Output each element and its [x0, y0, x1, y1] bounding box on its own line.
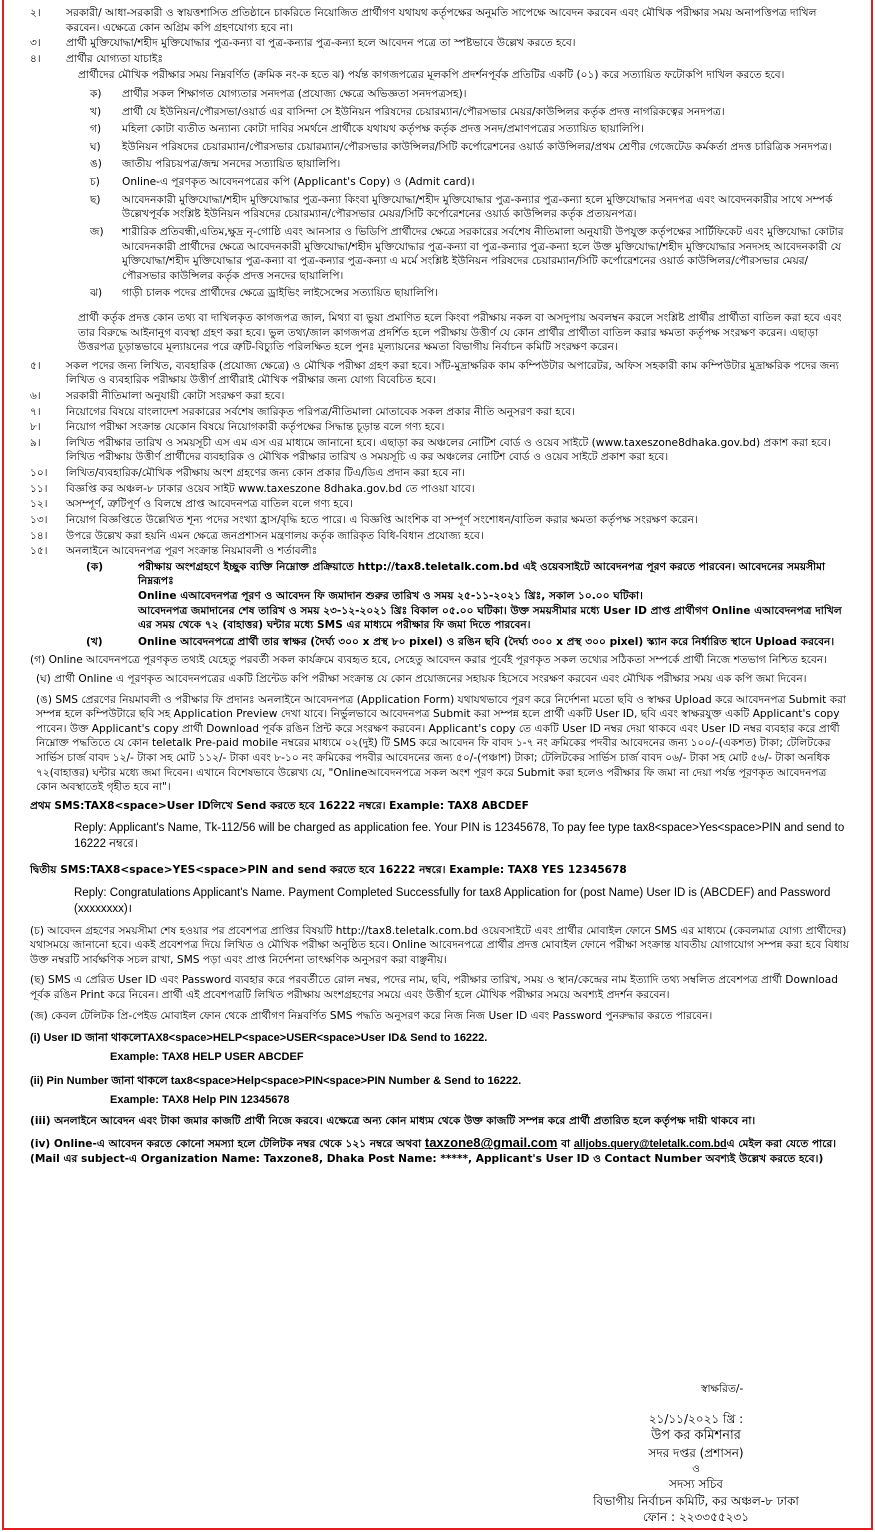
item-text: নিয়োগের বিষয়ে বাংলাদেশ সরকারের সর্বশেষ জারিকৃত পরিপত্র/নীতিমালা মোতাবেক সকল প্রকার নীতি অনুসরণ করা হবে।: [66, 405, 575, 418]
item-number: ৮।: [30, 421, 41, 434]
item-number: ১২।: [30, 498, 48, 511]
doc-text: জাতীয় পরিচয়পত্র/জন্ম সনদের সত্যায়িত ছায়ালিপি।: [122, 158, 341, 171]
item-text: লিখিত পরীক্ষার তারিখ ও সময়সূচী এস এম এস এর মাধ্যমে জানানো হবে। এছাড়া কর অঞ্চলের নোটিশ বোর্ড ও ওয়েব সাইটে (www.taxeszone8dhaka.gov.bd) প্রকাশ করা হবে। লিখিত পরীক্ষায় উত্তীর্ণ প্রার্থীদের ব্যবহারিক ও মৌখিক পরীক্ষার তারিখ ও সময়সূচি এ কর অঞ্চলের নোটিশ বোর্ড ও ওয়েব সাইটে প্রকাশ করা হবে।: [66, 436, 831, 464]
recovery-2-example: Example: TAX8 Help PIN 12345678: [110, 1093, 290, 1106]
signature-block: [551, 1382, 841, 1526]
doc-key: ঝ): [90, 287, 103, 300]
item-2: [30, 405, 849, 420]
notice-page: [2, 0, 873, 1530]
teletalk-email-link[interactable]: alljobs.query@teletalk.com.bd: [573, 1138, 727, 1151]
recovery-4-text-b: বা: [557, 1138, 574, 1151]
item-3: [30, 420, 849, 435]
item-text: উপরে উল্লেখ করা হয়নি এমন ক্ষেত্রে জনপ্রশাসন মন্ত্রণালয় কর্তৃক জারিকৃত বিধি-বিধান প্রযোজ্য হবে।: [66, 529, 484, 542]
false-info-paragraph: প্রার্থী কর্তৃক প্রদত্ত কোন তথ্য বা দাখিলকৃত কাগজপত্র জাল, মিথ্যা বা ভুয়া প্রমাণিত হলে কিংবা পরীক্ষায় নকল বা অসদুপায় অবলম্বন করলে সংশ্লিষ্ট প্রার্থীর প্রার্থীতা বাতিল করা হবে এবং তার বিরুদ্ধে আইনানুগ ব্যবস্থা গ্রহণ করা হবে। ভুল তথ্য/জাল কাগজপত্র প্রদর্শিত হলে পরীক্ষায় উত্তীর্ণ যে কোন প্রার্থীর প্রার্থীতা বাতিল করার ক্ষমতা কর্তৃপক্ষ সংরক্ষণ করেন। এছাড়া উত্তরপত্র চূড়ান্তভাবে মূল্যায়নের পরে ত্রুটি-বিচ্যুতি পরিলক্ষিত হলে পুনঃ মূল্যায়নের ক্ষমতা বিভাগীয় নির্বাচন কমিটি সংরক্ষণ করেন।: [78, 311, 842, 354]
ja-paragraph: (জ) কেবল টেলিটক প্রি-পেইড মোবাইল ফোন থেকে প্রার্থীগণ নিম্নবর্ণিত SMS পদ্ধতি অনুসরণ করে নিজ নিজ User ID এবং Password পুনরুদ্ধার করতে পারবেন।: [30, 1009, 713, 1022]
doc-text: শারীরিক প্রতিবন্ধী,এতিম,ক্ষুদ্র নৃ-গোষ্ঠি এবং আনসার ও ভিডিপি প্রার্থীদের ক্ষেত্রে সরকারের সর্বশেষ নীতিমালা অনুযায়ী উপযুক্ত কর্তৃপক্ষের সার্টিফিকেট এবং মুক্তিযোদ্ধা কোটার আবেদনকারী প্রার্থীদের ক্ষেত্রে আবেদনকারী মুক্তিযোদ্ধা/শহীদ মুক্তিযোদ্ধার পুত্র-কন্যা বা পুত্র-কন্যার পুত্র-কন্যা হলে উক্ত মুক্তিযোদ্ধা/শহীদ মুক্তিযোদ্ধার সনদসহ আবেদনকারী যে মুক্তিযোদ্ধা/শহীদ মুক্তিযোদ্ধার পুত্র-কন্যা বা পুত্র-কন্যার পুত্র-কন্যা এ মর্মে সংশ্লিষ্ট ইউনিয়ন পরিষদের চেয়ারম্যান/সিটি কর্পোরেশনের ওয়ার্ড কাউন্সিলর/পৌরসভার মেয়র/পৌরসভার কাউন্সিলর কর্তৃক প্রদত্ত সনদের ছায়ালিপি।: [122, 225, 844, 282]
item-text: বিজ্ঞপ্তি কর অঞ্চল-৮ ঢাকার ওয়েব সাইট www.taxeszone 8dhaka.gov.bd তে পাওয়া যাবে।: [66, 482, 475, 495]
docs-list: [30, 87, 849, 301]
item-number: ২।: [30, 7, 41, 19]
item-number: ৯।: [30, 436, 41, 449]
recovery-4: [30, 1134, 849, 1167]
items-top: [30, 6, 849, 66]
item-number: ৭।: [30, 405, 41, 418]
signature-and: ও: [692, 1462, 700, 1475]
item-text: সরকারী নীতিমালা অনুযায়ী কোটা সংরক্ষণ করা হবে।: [66, 390, 285, 403]
sms2-heading: দ্বিতীয় SMS:TAX8<space>YES<space>PIN and send করতে হবে 16222 নম্বরে। Example: TAX8 YES 12345678: [30, 864, 627, 877]
signature-designation: উপ কর কমিশনার: [651, 1428, 741, 1444]
item-text: অসম্পূর্ণ, ত্রুটিপূর্ণ ও বিলম্বে প্রাপ্ত আবেদনপত্র বাতিল বলে গণ্য হবে।: [66, 498, 353, 511]
online-kha-key: (খ): [86, 635, 103, 648]
item-number: ১১।: [30, 482, 48, 495]
item-number: ১৩।: [30, 513, 48, 526]
doc-item-8: [90, 286, 849, 301]
ungo-paragraph: (ঙ) SMS প্রেরণের নিয়মাবলী ও পরীক্ষার ফি প্রদানঃ অনলাইনে আবেদনপত্র (Application Form) যথাযথভাবে পূরণ করে নির্দেশনা মতো ছবি ও স্বাক্ষর Upload করে আবেদনপত্র Submit করা সম্পন্ন হলে কম্পিউটারে ছবি সহ Application Preview দেখা যাবে। নির্ভুলভাবে আবেদনপত্র Submit করা সম্পন্ন হলে প্রার্থী একটি User ID, ছবি এবং স্বাক্ষরযুক্ত একটি Applicant's copy পাবেন। উক্ত Applicant's copy প্রার্থী Download পূর্বক রঙিন প্রিন্ট করে সংরক্ষণ করবেন। Applicant's copy তে একটি User ID নম্বর দেয়া থাকবে এবং User ID নম্বর ব্যবহার করে প্রার্থী নিম্নোক্ত পদ্ধতিতে যে কোন teletalk Pre-paid mobile নম্বরের মাধ্যমে ০২(দুই) টি SMS করে আবেদন ফি বাবদ ১-৭ নং ক্রমিকের পদবীর আবেদনের জন্য ১০০/-(একশত) টাকা; টেলিটকের সার্ভিস চার্জ বাবদ ১২/- টাকা সহ মোট ১১২/- টাকা এবং ৮-১০ নং ক্রমিকের পদবীর আবেদনের জন্য ৫০/-(পঞ্চাশ) টাকা; টেলিটকের সার্ভিস চার্জ বাবদ ০৬/- টাকা সহ মোট ৫৬/- টাকা অনধিক ৭২(বাহাত্তর) ঘন্টার মধ্যে জমা দিবেন। এখানে বিশেষভাবে উল্লেখ্য যে, "Onlineআবেদনপত্রে সকল অংশ পূরণ করে Submit করা হলেও পরীক্ষার ফি জমা না দেয়া পর্যন্ত পূরণকৃত আবেদনপত্র কোন অবস্থাতেই গৃহীত হবে না"।: [36, 693, 847, 794]
online-ka-1: পরীক্ষায় অংশগ্রহণে ইচ্ছুক ব্যক্তি নিম্নোক্ত প্রক্রিয়াতে http://tax8.teletalk.com.bd এই ওয়েবসাইটে আবেদনপত্র পূরণ করতে পারবেন। আবেদনের সময়সীমা নিম্নরূপঃ: [138, 560, 826, 588]
item-text: নিয়োগ বিজ্ঞপ্তিতে উল্লেখিত শূন্য পদের সংখ্যা হ্রাস/বৃদ্ধি হতে পারে। এ বিজ্ঞপ্তি আংশিক বা সম্পূর্ণ সংশোধন/বাতিল করার ক্ষমতা কর্তৃপক্ষ সংরক্ষণ করেন।: [66, 513, 698, 526]
item-1: [30, 36, 849, 51]
online-kha: [86, 635, 849, 650]
item-9: [30, 529, 849, 544]
doc-item-0: [90, 87, 849, 102]
sms1-heading: প্রথম SMS:TAX8<space>User IDলিখে Send করতে হবে 16222 নম্বরে। Example: TAX8 ABCDEF: [30, 799, 529, 812]
signature-committee: বিভাগীয় নির্বাচন কমিটি, কর অঞ্চল-৮ ঢাকা: [593, 1493, 799, 1508]
recovery-3: (iii) অনলাইনে আবেদন এবং টাকা জমার কাজটি প্রার্থী নিজে করবে। এক্ষেত্রে অন্য কোন মাধ্যম থেকে উক্ত কাজটি সম্পন্ন করে প্রার্থী প্রতারিত হলে কর্তৃপক্ষ দায়ী থাকবে না।: [30, 1114, 756, 1127]
recovery-2: (ii) Pin Number জানা থাকলে tax8<space>Help<space>PIN<space>PIN Number & Send to 16222.: [30, 1074, 522, 1087]
doc-key: খ): [90, 105, 102, 118]
item-0: [30, 6, 849, 35]
doc-key: চ): [90, 176, 100, 189]
signature-member: সদস্য সচিব: [669, 1477, 723, 1492]
item-number: ৬।: [30, 390, 41, 403]
item-10: [30, 544, 849, 559]
gha-paragraph: (ঘ) প্রার্থী Online এ পূরণকৃত আবেদনপত্রের একটি প্রিন্টেড কপি পরীক্ষা সংক্রান্ত যে কোন প্রয়োজনের সহায়ক হিসেবে সংরক্ষণ করবেন এবং মৌখিক পরীক্ষার সময় এক কপি জমা দিবেন।: [36, 672, 807, 685]
doc-key: গ): [90, 123, 102, 136]
doc-item-4: [90, 157, 849, 172]
doc-item-5: [90, 175, 849, 190]
item-text: সরকারী/ আধা-সরকারী ও স্বায়ত্তশাসিত প্রতিষ্ঠানে চাকরিতে নিয়োজিত প্রার্থীগণ যথাযথ কর্তৃপক্ষের অনুমতি সাপেক্ষে আবেদন করবেন এবং মৌখিক পরীক্ষার সময় অনাপত্তিপত্র দাখিল করবেন। এক্ষেত্রে কোন অগ্রিম কপি গ্রহণযোগ্য হবে না।: [66, 7, 817, 34]
doc-item-6: [90, 193, 849, 222]
item-number: ১৪।: [30, 529, 48, 542]
signature-office: সদর দপ্তর (প্রশাসন): [648, 1446, 744, 1461]
doc-text: গাড়ী চালক পদের প্রার্থীদের ক্ষেত্রে ড্রাইভিং লাইসেন্সের সত্যায়িত ছায়ালিপি।: [122, 287, 438, 300]
item-number: ৪।: [30, 52, 41, 65]
item-text: নিয়োগ পরীক্ষা সংক্রান্ত যেকোন বিষয়ে নিয়োগকারী কর্তৃপক্ষের সিদ্ধান্ত চূড়ান্ত বলে গণ্য হবে।: [66, 421, 445, 434]
doc-key: ছ): [90, 193, 101, 206]
signature-phone: ফোন : ২২৩৩৫৫২৩১: [642, 1510, 750, 1525]
doc-text: Online-এ পূরণকৃত আবেদনপত্রের কপি (Applicant's Copy) ও (Admit card)।: [122, 176, 475, 189]
items-mid: [30, 359, 849, 559]
recovery-1: (i) User ID জানা থাকলেTAX8<space>HELP<space>USER<space>User ID& Send to 16222.: [30, 1032, 488, 1045]
doc-item-3: [90, 140, 849, 155]
item-text: অনলাইনে আবেদনপত্র পূরণ সংক্রান্ত নিয়মাবলী ও শর্তাবলীঃ: [66, 545, 318, 558]
recovery-1-example: Example: TAX8 HELP USER ABCDEF: [110, 1051, 304, 1064]
doc-item-7: [90, 225, 849, 283]
item-0: [30, 359, 849, 388]
sms1-reply: Reply: Applicant's Name, Tk-112/56 will be charged as application fee. Your PIN is 12345678, To pay fee type tax8<space>Yes<space>PIN and send to 16222 নম্বরে।: [74, 822, 845, 851]
doc-key: ক): [90, 88, 102, 101]
online-ka-key: (ক): [86, 560, 104, 573]
doc-text: আবেদনকারী মুক্তিযোদ্ধা/শহীদ মুক্তিযোদ্ধার পুত্র-কন্যা কিংবা মুক্তিযোদ্ধা/শহীদ মুক্তিযোদ্ধার পুত্র-কন্যার পুত্র-কন্যা হলে মুক্তিযোদ্ধার সনদপত্র এবং আবেদনকারীর সাথে সম্পর্ক উল্লেখপূর্বক সংশ্লিষ্ট ইউনিয়ন পরিষদের চেয়ারম্যান/পৌরসভার মেয়র/সিটি কর্পোরেশনের ওয়ার্ড কাউন্সিলর কর্তৃক প্রত্যয়নপত্র।: [122, 193, 833, 221]
online-ka-3: আবেদনপত্র জমাদানের শেষ তারিখ ও সময় ২৩-১২-২০২১ খ্রিঃ বিকাল ০৫.০০ ঘটিকা। উক্ত সময়সীমার মধ্যে User ID প্রাপ্ত প্রার্থীগণ Online এআবেদনপত্র দাখিল এর সময় থেকে ৭২ (বাহাত্তর) ঘন্টার মধ্যে SMS এর মাধ্যমে পরীক্ষার ফি জমা দিতে পারবেন।: [138, 604, 842, 632]
docs-intro: প্রার্থীদের মৌখিক পরীক্ষার সময় নিম্নবর্ণিত (ক্রমিক নং-ক হতে ঝ) পর্যন্ত কাগজপত্রের মূলকপি প্রদর্শনপূর্বক প্রতিটির একটি (০১) করে সত্যায়িত ফটোকপি দাখিল করতে হবে।: [78, 69, 785, 82]
recovery-4-text-c: এ মেইল করা যেতে পারে। (Mail এর subject-এ Organization Name: Taxzone8, Dhaka Post Name: *****, Applicant's User ID ও Contact Number অবশ্যই উল্লেখ করতে হবে।): [30, 1138, 837, 1166]
signed-label: স্বাক্ষরিত/-: [701, 1383, 744, 1395]
doc-text: মহিলা কোটা ব্যতীত অন্যান্য কোটা দাবির সমর্থনে প্রার্থীকে যথাযথ কর্তৃপক্ষ কর্তৃক প্রদত্ত সনদ/প্রমাণপত্রের সত্যায়িত ছায়ালিপি।: [122, 123, 644, 136]
doc-key: ঘ): [90, 140, 101, 153]
ga-paragraph: (গ) Online আবেদনপত্রে পূরণকৃত তথ্যই যেহেতু পরবর্তী সকল কার্যক্রমে ব্যবহৃত হবে, সেহেতু আবেদন করার পূর্বেই পূরণকৃত সকল তথ্যের সঠিকতা সম্পর্কে প্রার্থী নিজে শতভাগ নিশ্চিত হবেন।: [30, 654, 828, 667]
cha-paragraph: (চ) আবেদন গ্রহণের সময়সীমা শেষ হওয়ার পর প্রবেশপত্র প্রাপ্তির বিষয়টি http://tax8.teletalk.com.bd ওয়েবসাইটে এবং প্রার্থীর মোবাইল ফোনে SMS এর মাধ্যমে (কেবলমাত্র যোগ্য প্রার্থীদের) যথাসময়ে জানানো হবে। একই প্রবেশপত্র দিয়ে লিখিত ও মৌখিক পরীক্ষা অনুষ্ঠিত হবে। Online আবেদনপত্রে প্রার্থীর প্রদত্ত মোবাইল ফোনে পরীক্ষা সংক্রান্ত যাবতীয় যোগাযোগ সম্পন্ন করা হবে বিধায় উক্ত নম্বরটি সার্বক্ষণিক সচল রাখা, SMS পড়া এবং প্রাপ্ত নির্দেশনা তাৎক্ষণিক অনুসরণ করা বাঞ্ছনীয়।: [30, 924, 849, 966]
item-text: প্রার্থীর যোগ্যতা যাচাইঃ: [66, 52, 164, 65]
doc-text: প্রার্থীর সকল শিক্ষাগত যোগ্যতার সনদপত্র (প্রযোজ্য ক্ষেত্রে অভিজ্ঞতা সনদপত্রসহ)।: [122, 88, 467, 101]
signature-date: ২১/১১/২০২১ খ্রি :: [648, 1411, 744, 1426]
item-6: [30, 482, 849, 497]
item-5: [30, 466, 849, 481]
doc-text: ইউনিয়ন পরিষদের চেয়ারম্যান/পৌরসভার চেয়ারম্যান/পৌরসভার কাউন্সিলর/সিটি কর্পোরেশনের ওয়ার্ড কাউন্সিলর/প্রথম শ্রেণীর গেজেটেড কর্মকর্তা প্রদত্ত চারিত্রিক সনদপত্র।: [122, 140, 832, 153]
online-kha-1: Online আবেদনপত্রে প্রার্থী তার স্বাক্ষর (দৈর্ঘ্য ৩০০ x প্রস্থ ৮০ pixel) ও রঙিন ছবি (দৈর্ঘ্য ৩০০ x প্রস্থ ৩০০ pixel) স্ক্যান করে নির্ধারিত স্থানে Upload করবেন।: [138, 635, 835, 648]
item-text: প্রার্থী মুক্তিযোদ্ধা/শহীদ মুক্তিযোদ্ধার পুত্র-কন্যা বা পুত্র-কন্যার পুত্র-কন্যা হলে আবেদন পত্রে তা স্পষ্টভাবে উল্লেখ করতে হবে।: [66, 37, 576, 50]
taxzone-email-link[interactable]: taxzone8@gmail.com: [424, 1135, 558, 1151]
item-number: ১০।: [30, 467, 48, 480]
item-number: ৩।: [30, 37, 41, 50]
doc-item-1: [90, 105, 849, 120]
chha-paragraph: (ছ) SMS এ প্রেরিত User ID এবং Password ব্যবহার করে পরবর্তীতে রোল নম্বর, পদের নাম, ছবি, পরীক্ষার তারিখ, সময় ও স্থান/কেন্দ্রের নাম ইত্যাদি তথ্য সম্বলিত প্রবেশপত্র প্রার্থী Download পূর্বক রঙিন Print করে নিবেন। প্রার্থী এই প্রবেশপত্রটি লিখিত পরীক্ষায় অংশগ্রহণের সময়ে এবং উত্তীর্ণ হলে মৌখিক পরীক্ষার সময়ে অবশ্যই প্রদর্শন করবেন।: [30, 974, 838, 1001]
item-1: [30, 389, 849, 404]
item-text: সকল পদের জন্য লিখিত, ব্যবহারিক (প্রযোজ্য ক্ষেত্রে) ও মৌখিক পরীক্ষা গ্রহণ করা হবে। সাঁট-মুদ্রাক্ষরিক কাম কম্পিউটার অপারেটর, অফিস সহকারী কাম কম্পিউটার মুদ্রাক্ষরিক পদের জন্য লিখিত ও ব্যবহারিক পরীক্ষায় উত্তীর্ণ প্রার্থীরাই মৌখিক পরীক্ষার জন্য যোগ্য বিবেচিত হবে।: [66, 359, 839, 387]
online-ka-2: Online এআবেদনপত্র পূরণ ও আবেদন ফি জমাদান শুরুর তারিখ ও সময় ২৫-১১-২০২১ খ্রিঃ, সকাল ১০.০০ ঘটিকা।: [138, 589, 643, 602]
item-8: [30, 513, 849, 528]
online-ka: [86, 560, 849, 633]
doc-text: প্রার্থী যে ইউনিয়ন/পৌরসভা/ওয়ার্ড এর বাসিন্দা সে ইউনিয়ন পরিষদের চেয়ারম্যান/পৌরসভার মেয়র/কাউন্সিলর কর্তৃক প্রদত্ত নাগরিকত্বের সনদপত্র।: [122, 105, 725, 118]
doc-item-2: [90, 122, 849, 137]
recovery-4-text-a: (iv) Online-এ আবেদন করতে কোনো সমস্যা হলে টেলিটক নম্বর থেকে ১২১ নম্বরে অথবা: [30, 1138, 425, 1151]
doc-key: ঙ): [90, 158, 102, 171]
item-number: ১৫।: [30, 545, 48, 558]
item-2: [30, 52, 849, 67]
doc-key: জ): [90, 225, 104, 238]
item-7: [30, 497, 849, 512]
item-4: [30, 436, 849, 465]
item-number: ৫।: [30, 359, 41, 372]
sms2-reply: Reply: Congratulations Applicant's Name. Payment Completed Successfully for tax8 Application for (post Name) User ID is (ABCDEF) and Password (xxxxxxxx)।: [74, 886, 831, 915]
item-text: লিখিত/ব্যবহারিক/মৌখিক পরীক্ষায় অংশ গ্রহণের জন্য কোন প্রকার টিএ/ডিএ প্রদান করা হবে না।: [66, 467, 465, 480]
